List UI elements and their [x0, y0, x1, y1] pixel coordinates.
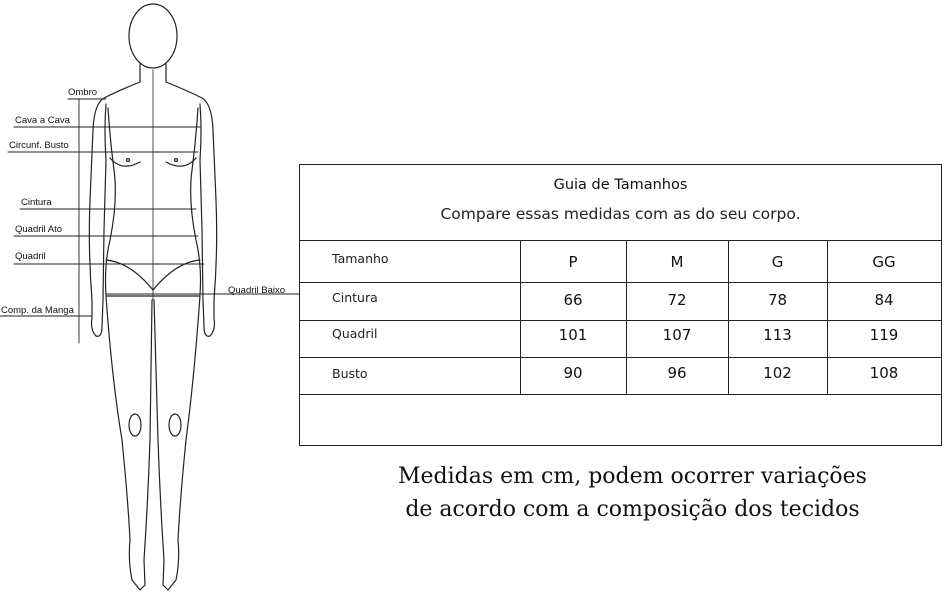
footnote-line: Medidas em cm, podem ocorrer variações	[398, 464, 867, 489]
label-comp-manga: Comp. da Manga	[1, 305, 74, 316]
size-header: G	[771, 253, 784, 271]
divider	[300, 394, 941, 395]
body-measurement-figure	[0, 0, 300, 602]
table-title: Guia de Tamanhos	[553, 177, 688, 193]
table-cell: 84	[874, 291, 894, 309]
table-cell: 102	[763, 364, 792, 382]
table-cell: 113	[763, 326, 792, 344]
label-quadril-baixo: Quadril Baixo	[228, 285, 286, 296]
table-cell: 119	[869, 326, 899, 344]
row-label: Cintura	[332, 290, 378, 305]
table-cell: 101	[558, 326, 588, 344]
header-label: Tamanho	[332, 251, 389, 266]
label-ombro: Ombro	[68, 87, 98, 98]
footnote	[300, 460, 950, 526]
row-label: Quadril	[332, 326, 378, 341]
label-cintura: Cintura	[21, 197, 52, 208]
size-header: P	[568, 253, 578, 271]
divider	[300, 282, 941, 283]
table-cell: 72	[667, 291, 687, 309]
divider	[300, 240, 941, 241]
table-cell: 90	[563, 364, 583, 382]
label-quadril: Quadril	[15, 251, 46, 262]
label-quadril-alto: Quadril Ato	[15, 224, 62, 235]
table-cell: 78	[767, 291, 788, 309]
body-outline-drawing	[0, 0, 300, 602]
divider	[300, 320, 941, 321]
table-cell: 108	[869, 364, 899, 382]
footnote-line: de acordo com a composição dos tecidos	[405, 497, 860, 522]
table-cell: 96	[667, 364, 687, 382]
table-cell: 107	[662, 326, 692, 344]
table-cell: 66	[563, 291, 583, 309]
size-guide-table	[299, 164, 942, 446]
label-circunf-busto: Circunf. Busto	[9, 140, 69, 151]
row-label: Busto	[332, 366, 368, 381]
divider	[300, 357, 941, 358]
size-header: GG	[872, 253, 896, 271]
label-cava-a-cava: Cava a Cava	[15, 115, 70, 126]
table-subtitle: Compare essas medidas com as do seu corpo.	[440, 205, 801, 223]
size-header: M	[670, 253, 684, 271]
